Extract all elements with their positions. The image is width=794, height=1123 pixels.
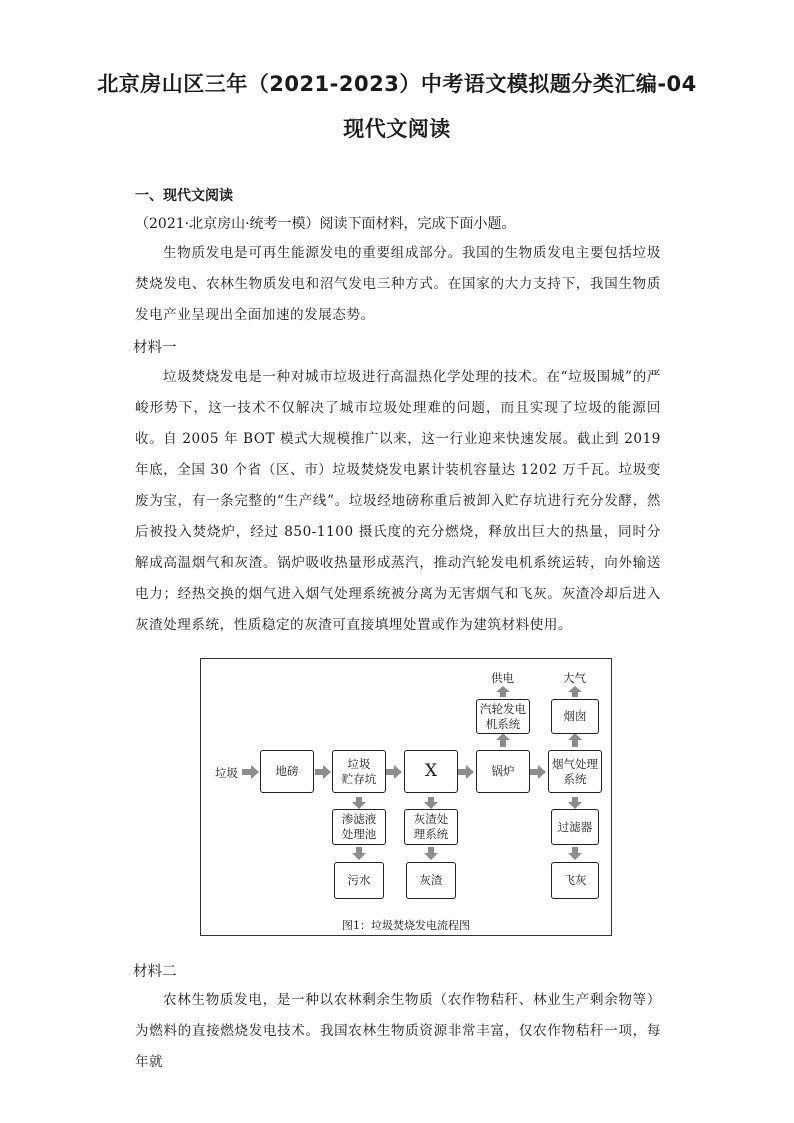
arrow-pit-x — [386, 765, 402, 779]
arrow-boiler-turbine — [496, 733, 510, 747]
material-two-label: 材料二 — [133, 964, 177, 980]
question-source: （2021·北京房山·统考一模）阅读下面材料，完成下面小题。 — [135, 216, 516, 232]
arrow-input-weighbridge — [242, 765, 259, 779]
arrow-turbine-power — [496, 686, 510, 697]
filter-box: 过滤器 — [551, 809, 599, 845]
document-title: 北京房山区三年（2021-2023）中考语文模拟题分类汇编-04 — [97, 72, 697, 96]
unknown-x-box: X — [404, 750, 458, 793]
weighbridge-box: 地磅 — [260, 750, 314, 793]
flowchart-figure — [200, 658, 612, 936]
arrow-filter-flyash — [568, 847, 582, 860]
atmosphere-label: 大气 — [563, 671, 586, 685]
fly-ash-box: 飞灰 — [551, 862, 599, 899]
turbine-generator-box: 汽轮发电 机系统 — [476, 699, 530, 734]
chimney-box: 烟囱 — [551, 699, 599, 734]
intro-paragraph: 生物质发电是可再生能源发电的重要组成部分。我国的生物质发电主要包括垃圾焚烧发电、农林生物质发电和沼气发电三种方式。在国家的大力支持下，我国生物质发电产业呈现出全面加速的发展态势。 — [135, 245, 661, 323]
material-two-paragraph: 农林生物质发电，是一种以农林剩余生物质（农作物秸秆、林业生产剩余物等）为燃料的直接燃烧发电技术。我国农林生物质资源非常丰富，仅农作物秸秆一项，每年就 — [135, 992, 661, 1070]
arrow-chimney-air — [568, 686, 582, 697]
power-supply-label: 供电 — [491, 671, 514, 685]
arrow-weighbridge-pit — [315, 765, 331, 779]
section-heading: 一、现代文阅读 — [135, 188, 233, 204]
material-one-label: 材料一 — [133, 340, 177, 356]
arrow-ashsystem-ash — [424, 847, 438, 860]
ash-treatment-system-box: 灰渣处 理系统 — [404, 809, 458, 845]
arrow-flue-chimney — [568, 733, 582, 747]
sewage-box: 污水 — [334, 862, 384, 899]
arrow-x-boiler — [458, 765, 474, 779]
ash-box: 灰渣 — [406, 862, 456, 899]
input-garbage-label: 垃圾 — [215, 766, 238, 780]
storage-pit-box: 垃圾 贮存坑 — [332, 750, 386, 793]
arrow-x-ashsystem — [424, 797, 438, 809]
figure-caption: 图1：垃圾焚烧发电流程图 — [342, 919, 470, 932]
arrow-pit-leachate — [352, 797, 366, 809]
arrow-leachate-sewage — [352, 847, 366, 860]
document-subtitle: 现代文阅读 — [343, 117, 451, 141]
material-one-paragraph: 垃圾焚烧发电是一种对城市垃圾进行高温热化学处理的技术。在“垃圾围城”的严峻形势下，这一技术不仅解决了城市垃圾处理难的问题，而且实现了垃圾的能源回收。自 2005 年 BOT 模式大规模推广以来，这一行业迎来快速发展。截止到 2019 年底，全国 30 个省（区、市）垃圾焚烧发电累计装机容量达 1202 万千瓦。垃圾变废为宝，有一条完整的“生产线”。垃圾经地磅称重后被卸入贮存坑进行充分发酵，然后被投入焚烧炉，经过 850-1100 摄氏度的充分燃烧，释放出巨大的热量，同时分解成高温烟气和灰渣。锅炉吸收热量形成蒸汽，推动汽轮发电机系统运转，向外输送电力；经热交换的烟气进入烟气处理系统被分离为无害烟气和飞灰。灰渣冷却后进入灰渣处理系统，性质稳定的灰渣可直接填埋处置或作为建筑材料使用。 — [135, 369, 661, 633]
leachate-pool-box: 渗滤液 处理池 — [332, 809, 386, 845]
arrow-flue-filter — [568, 797, 582, 809]
boiler-box: 锅炉 — [476, 750, 530, 793]
arrow-boiler-flue — [530, 765, 546, 779]
flue-gas-system-box: 烟气处理 系统 — [548, 750, 602, 793]
